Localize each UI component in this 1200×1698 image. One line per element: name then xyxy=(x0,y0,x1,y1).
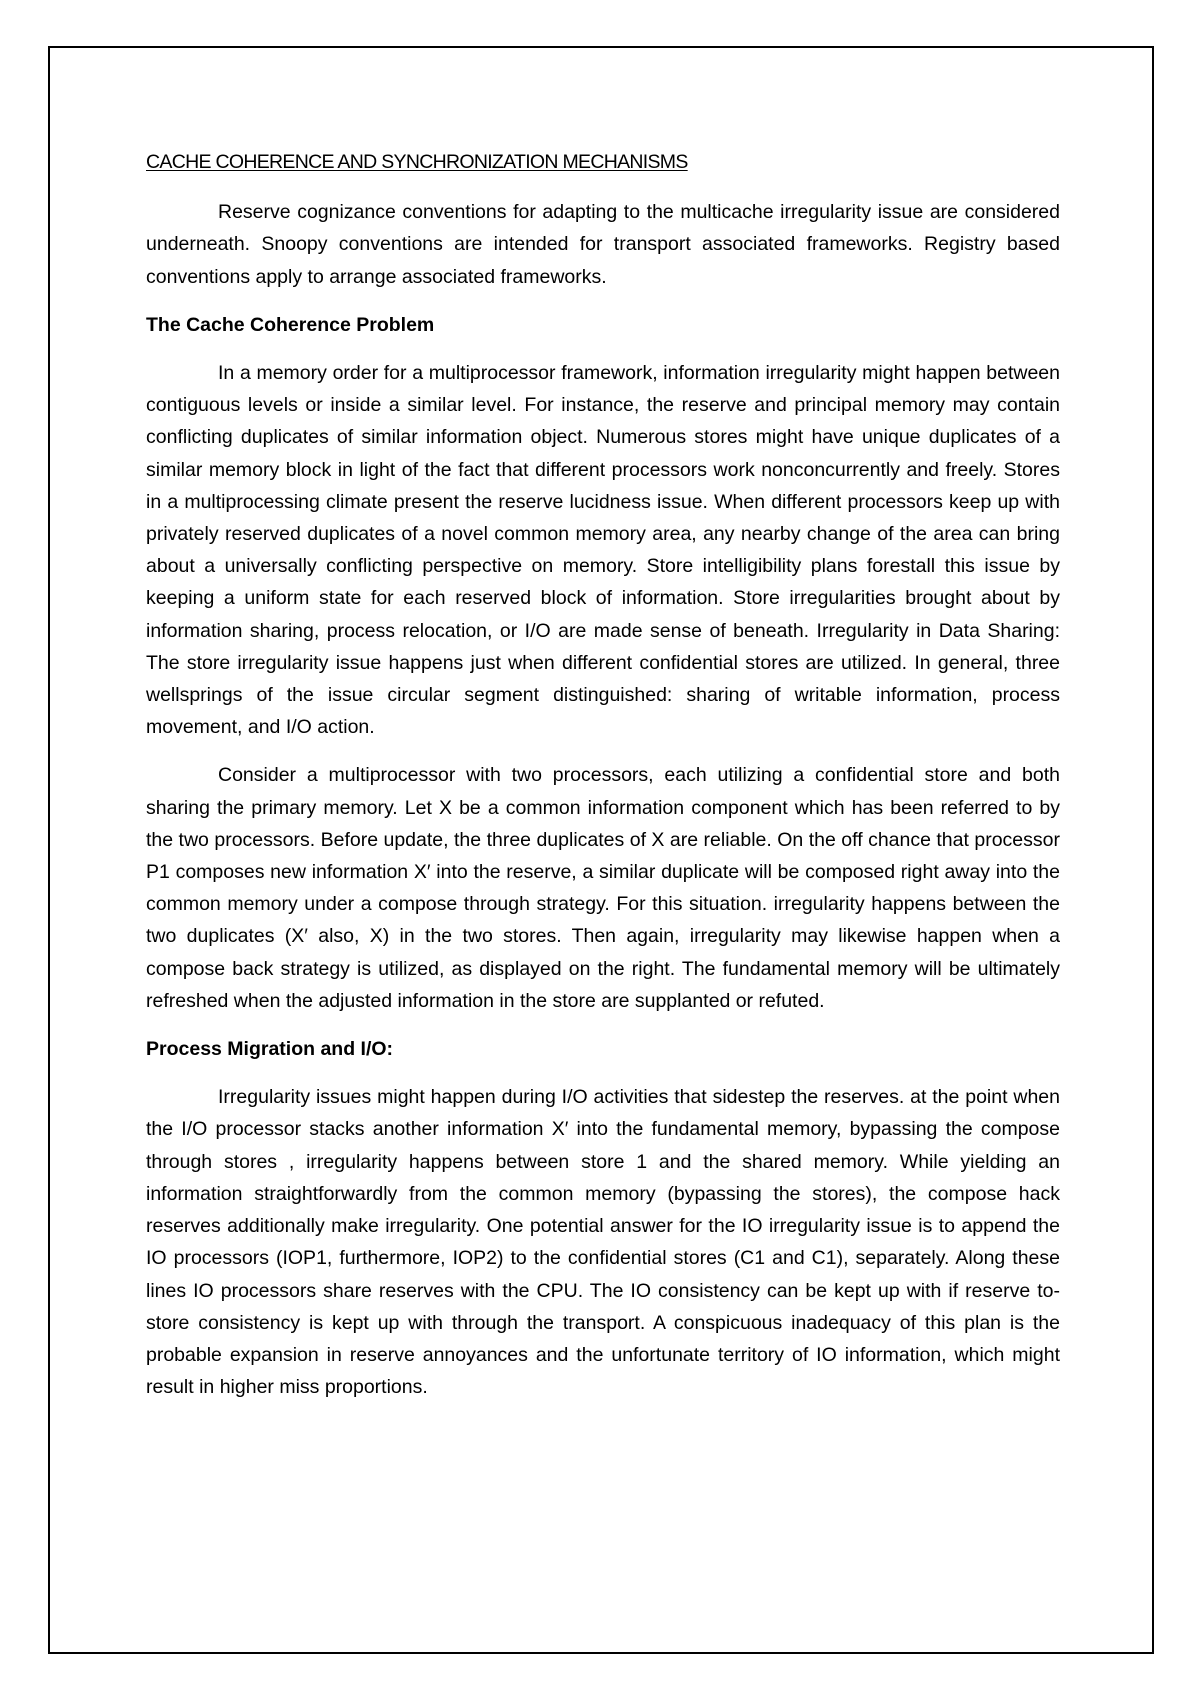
paragraph-cache-coherence-2: Consider a multiprocessor with two processors, each utilizing a confidential store and both sharing the primary memory. Let X be a common information component which has been referred to by the two processors. Before update, the three duplicates of X are reliable. On the off chance that processor P1 composes new information X′ into the reserve, a similar duplicate will be composed right away into the common memory under a compose through strategy. For this situation. irregularity happens between the two duplicates (X′ also, X) in the two stores. Then again, irregularity may likewise happen when a compose back strategy is utilized, as displayed on the right. The fundamental memory will be ultimately refreshed when the adjusted information in the store are supplanted or refuted. xyxy=(146,764,1060,1012)
document-title: CACHE COHERENCE AND SYNCHRONIZATION MECHANISMS xyxy=(146,151,688,173)
document-body xyxy=(146,146,1060,1419)
intro-paragraph: Reserve cognizance conventions for adapting to the multicache irregularity issue are considered underneath. Snoopy conventions are intended for transport associated frameworks. Registry based conventions apply to arrange associated frameworks. xyxy=(146,201,1060,288)
section-heading-cache-coherence-problem: The Cache Coherence Problem xyxy=(146,313,435,336)
section-heading-process-migration: Process Migration and I/O: xyxy=(146,1038,394,1061)
paragraph-process-migration-1: Irregularity issues might happen during I/O activities that sidestep the reserves. at the point when the I/O processor stacks another information X′ into the fundamental memory, bypassing the compose through stores , irregularity happens between store 1 and the shared memory. While yielding an information straightforwardly from the common memory (bypassing the stores), the compose hack reserves additionally make irregularity. One potential answer for the IO irregularity issue is to append the IO processors (IOP1, furthermore, IOP2) to the confidential stores (C1 and C1), separately. Along these lines IO processors share reserves with the CPU. The IO consistency can be kept up with if reserve to-store consistency is kept up with through the transport. A conspicuous inadequacy of this plan is the probable expansion in reserve annoyances and the unfortunate territory of IO information, which might result in higher miss proportions. xyxy=(146,1086,1060,1399)
paragraph-cache-coherence-1: In a memory order for a multiprocessor framework, information irregularity might happen between contiguous levels or inside a similar level. For instance, the reserve and principal memory may contain conflicting duplicates of similar information object. Numerous stores might have unique duplicates of a similar memory block in light of the fact that different processors work nonconcurrently and freely. Stores in a multiprocessing climate present the reserve lucidness issue. When different processors keep up with privately reserved duplicates of a novel common memory area, any nearby change of the area can bring about a universally conflicting perspective on memory. Store intelligibility plans forestall this issue by keeping a uniform state for each reserved block of information. Store irregularities brought about by information sharing, process relocation, or I/O are made sense of beneath. Irregularity in Data Sharing: The store irregularity issue happens just when different confidential stores are utilized. In general, three wellsprings of the issue circular segment distinguished: sharing of writable information, process movement, and I/O action. xyxy=(146,362,1060,739)
